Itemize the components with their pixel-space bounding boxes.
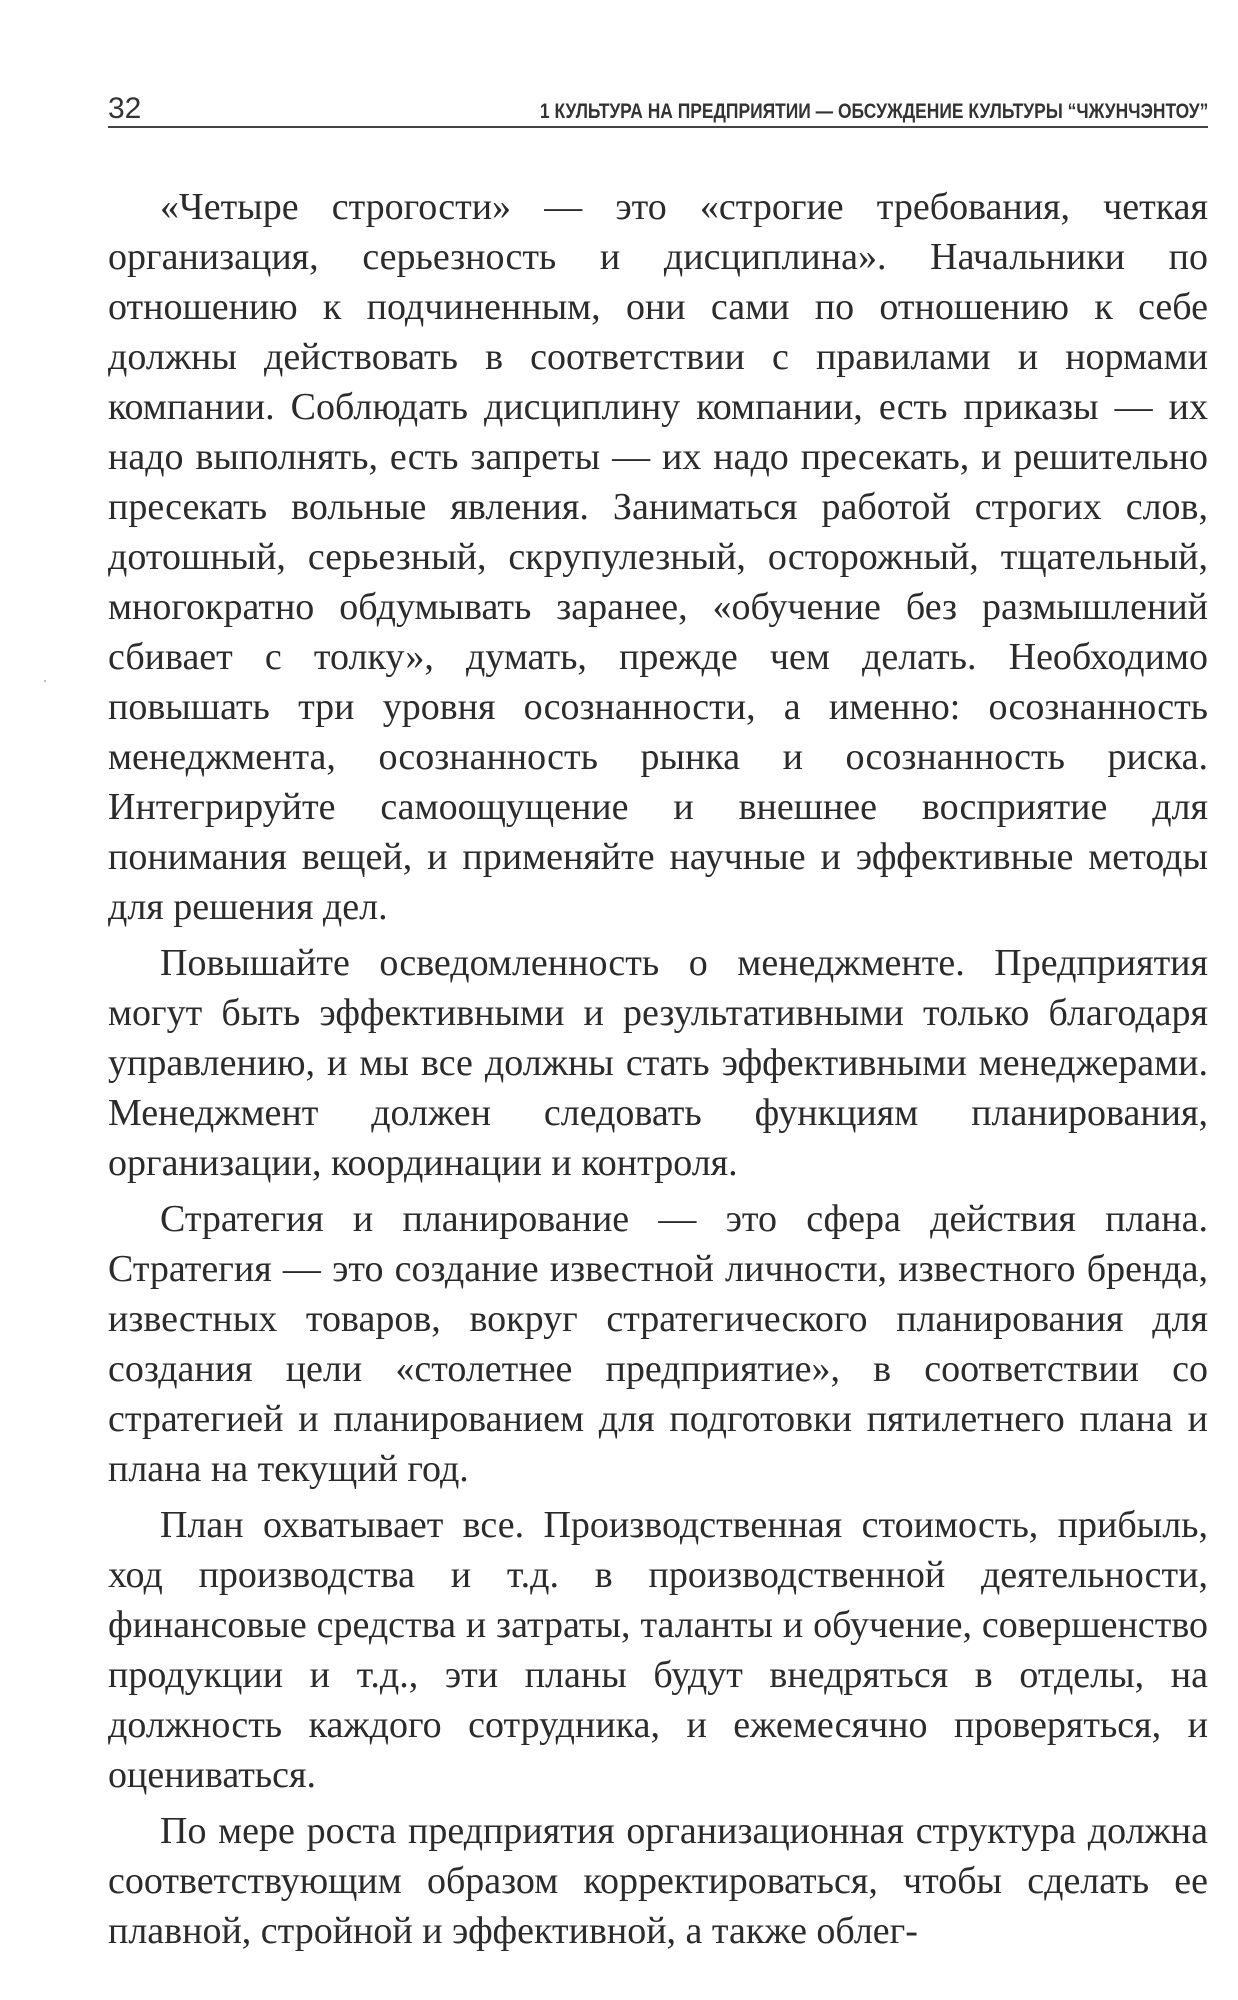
paragraph: План охватывает все. Производственная стоимость, прибыль, ход производства и т.д. в производственной деятельности, финансовые средства и затраты, таланты и обучение, совершенство продукции и т.д., эти планы будут внедряться в отделы, на должность каждого сотрудника, и ежемесячно проверяться, и оцениваться. — [108, 1504, 1208, 1796]
paragraph: Повышайте осведомленность о менеджменте. Предприятия могут быть эффективными и результативными только благодаря управлению, и мы все должны стать эффективными менеджерами. Менеджмент должен следовать функциям планирования, организации, координации и контроля. — [108, 942, 1208, 1184]
paragraph: Стратегия и планирование — это сфера действия плана. Стратегия — это создание известной личности, известного бренда, известных товаров, вокруг стратегического планирования для создания цели «столетнее предприятие», в соответствии со стратегией и планированием для подготовки пятилетнего плана и плана на текущий год. — [108, 1198, 1208, 1490]
body-text — [108, 182, 1208, 1962]
running-head — [108, 80, 1208, 124]
page-number: 32 — [108, 92, 142, 125]
chapter-title: 1 КУЛЬТУРА НА ПРЕДПРИЯТИИ — ОБСУЖДЕНИЕ КУЛЬТУРЫ “ЧЖУНЧЭНТОУ” — [539, 100, 1208, 123]
paragraph: По мере роста предприятия организационная структура должна соответствующим образом корректироваться, чтобы сделать ее плавной, стройной и эффективной, а также облег- — [108, 1810, 1208, 1952]
header-divider — [108, 126, 1208, 128]
paragraph: «Четыре строгости» — это «строгие требования, четкая организация, серьезность и дисциплина». Начальники по отношению к подчиненным, они сами по отношению к себе должны действовать в соответствии с правилами и нормами компании. Соблюдать дисциплину компании, есть приказы — их надо выполнять, есть запреты — их надо пресекать, и решительно пресекать вольные явления. Заниматься работой строгих слов, дотошный, серьезный, скрупулезный, осторожный, тщательный, многократно обдумывать заранее, «обучение без размышлений сбивает с толку», думать, прежде чем делать. Необходимо повышать три уровня осознанности, а именно: осознанность менеджмента, осознанность рынка и осознанность риска. Интегрируйте самоощущение и внешнее восприятие для понимания вещей, и применяйте научные и эффективные методы для решения дел. — [108, 186, 1208, 928]
scan-speck — [44, 680, 46, 682]
